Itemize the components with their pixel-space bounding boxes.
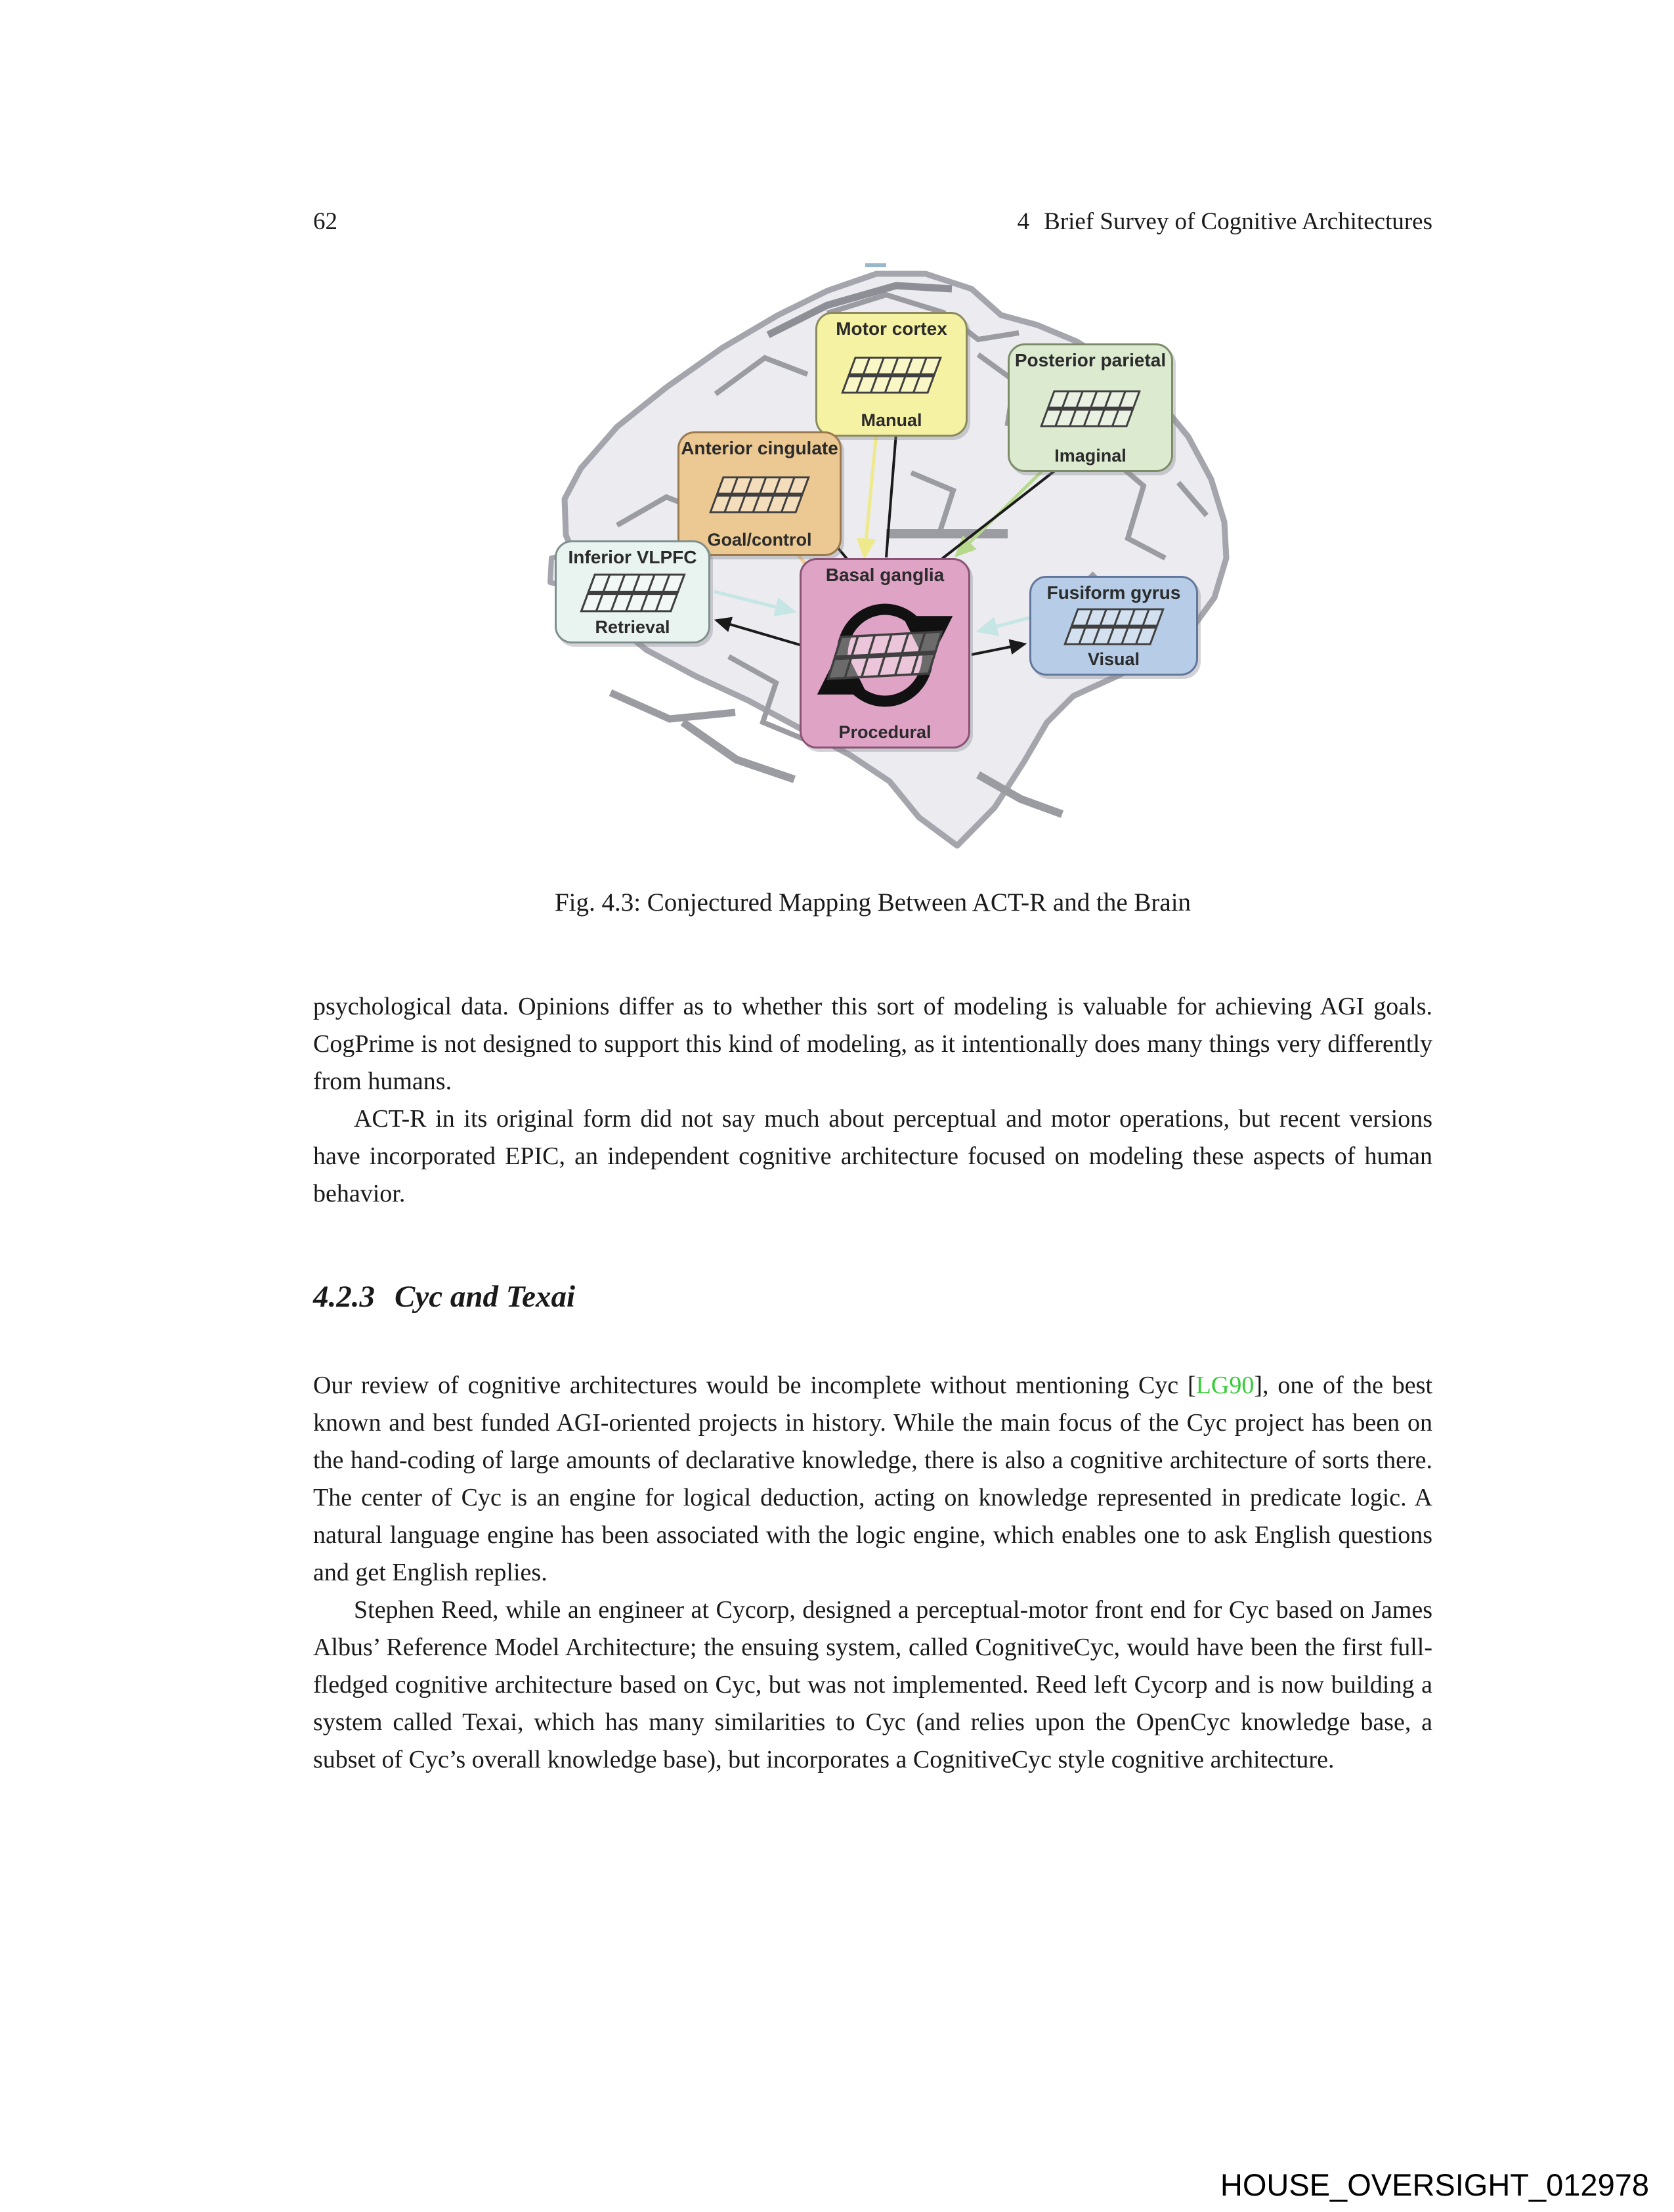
buffer-grid [840,355,943,395]
bates-number-watermark: HOUSE_OVERSIGHT_012978 [1220,2167,1649,2202]
buffer-grid [1039,389,1142,429]
figure-brain-actr-mapping [519,259,1237,854]
region-label: Inferior VLPFC [568,547,697,567]
buffer-grid-icon [840,355,943,395]
chapter-header [1018,207,1432,236]
paragraph: Stephen Reed, while an engineer at Cycorp, designed a perceptual-motor front end for Cyc based on James Albus’ Reference Model Architecture; the ensuing system, called CognitiveCyc, would have been the first full-fledged cognitive architecture based on Cyc, but was not implemented. Reed left Cycorp and is now building a system called Texai, which has many similarities to Cyc (and relies upon the OpenCyc knowledge base, a subset of Cyc’s overall knowledge base), but incorporates a CognitiveCyc style cognitive architecture. [313,1596,1432,1773]
figure-caption: Fig. 4.3: Conjectured Mapping Between ACT-R and the Brain [554,888,1191,917]
chapter-title: Brief Survey of Cognitive Architectures [1044,208,1432,235]
buffer-grid-icon [577,572,689,614]
buffer-label: Imaginal [1054,446,1127,466]
buffer-grid-icon [820,628,950,682]
paragraph: psychological data. Opinions differ as to whether this sort of modeling is valuable for achieving AGI goals. CogPrime is not designed to support this kind of modeling, as it intentionally does many things very differently from humans. [313,993,1432,1095]
buffer-label: Goal/control [707,530,812,550]
chapter-number: 4 [1017,208,1030,235]
region-label: Basal ganglia [825,565,945,585]
buffer-label: Retrieval [595,617,670,638]
region-label: Fusiform gyrus [1046,582,1181,603]
region-label: Motor cortex [836,318,947,339]
buffer-grid-icon [1039,389,1142,429]
paragraph [313,1367,1432,1592]
paragraph-text: ], one of the best known and best funded AGI-oriented projects in history. While the main focus of the Cyc project has been on the hand-coding of large amounts of declarative knowledge, there is also a cognitive architecture of sorts there. The center of Cyc is an engine for logical deduction, acting on knowledge represented in predicate logic. A natural language engine has been associated with the logic engine, which enables one to ask English questions and get English replies. [313,1372,1433,1586]
paragraph-text: Our review of cognitive architectures would be incomplete without mentioning Cyc [ [313,1372,1196,1399]
citation-link[interactable]: LG90 [1195,1372,1255,1399]
module-box-motor-cortex [815,312,968,437]
section-number: 4.2.3 [313,1280,375,1314]
buffer-grid-icon [1062,607,1166,647]
buffer-grid-icon [708,475,811,515]
body-text-block-2 [313,1367,1432,1779]
running-header [313,207,1432,236]
module-box-posterior-parietal [1008,343,1173,472]
module-box-basal-ganglia [800,558,970,748]
buffer-grid [708,475,811,515]
region-label: Posterior parietal [1014,350,1167,370]
procedural-cycle [816,594,954,715]
buffer-grid [1062,607,1166,647]
buffer-label: Procedural [838,722,932,743]
module-box-inferior-vlpfc [555,540,710,643]
buffer-label: Manual [861,410,922,431]
body-text-block-1 [313,988,1432,1213]
module-box-fusiform-gyrus [1029,576,1198,676]
section-title: Cyc and Texai [395,1280,576,1314]
buffer-grid [577,572,689,614]
section-heading [313,1279,575,1314]
page-number: 62 [313,208,337,235]
buffer-grid [820,628,950,682]
buffer-label: Visual [1087,649,1140,670]
paragraph: ACT-R in its original form did not say much about perceptual and motor operations, but recent versions have incorporated EPIC, an independent cognitive architecture focused on modeling these aspects of human behavior. [313,1105,1432,1207]
module-box-anterior-cingulate [677,431,842,556]
region-label: Anterior cingulate [681,438,838,458]
